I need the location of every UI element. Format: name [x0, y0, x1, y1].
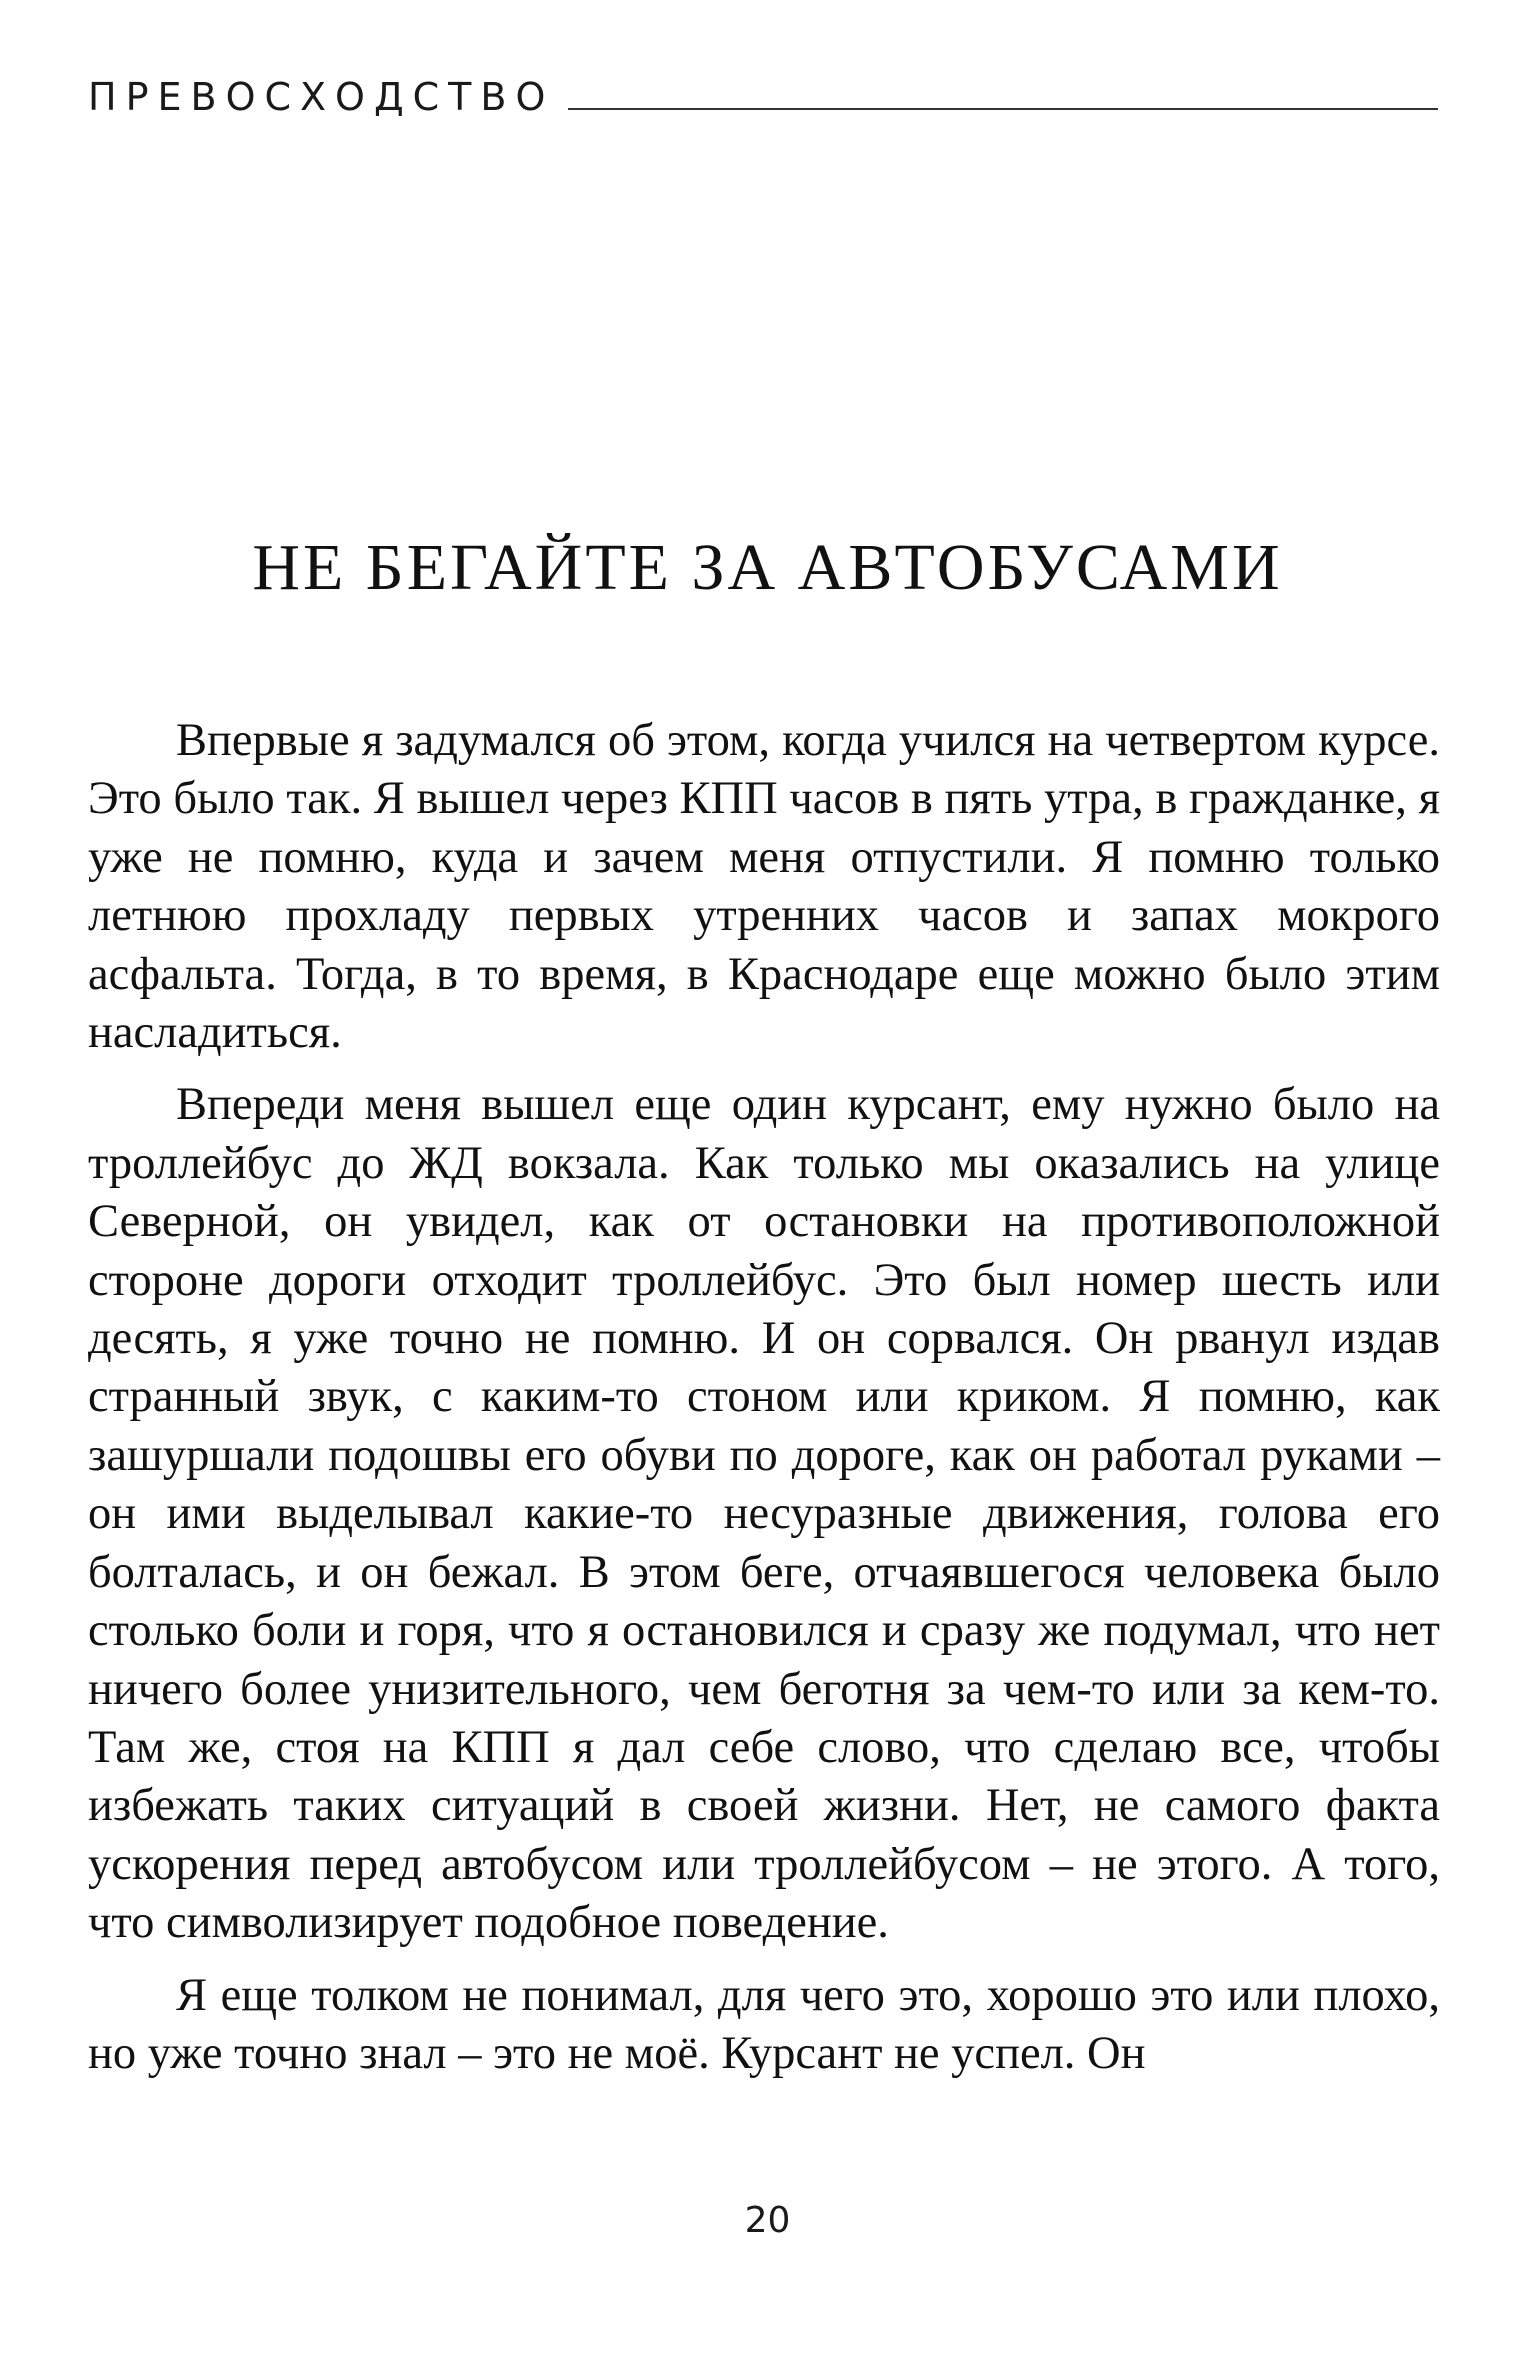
body-text: [88, 712, 1440, 2083]
running-title: ПРЕВОСХОДСТВО: [88, 75, 555, 119]
paragraph: Я еще толком не понимал, для чего это, хорошо это или плохо, но уже точно знал – это не моё. Курсант не успел. Он: [88, 1969, 1440, 2079]
page-number: 20: [744, 2200, 791, 2241]
header-rule: [568, 108, 1438, 110]
paragraph: Впервые я задумался об этом, когда учился на четвертом курсе. Это было так. Я вышел через КПП часов в пять утра, в гражданке, я уже не помню, куда и зачем меня отпустили. Я помню только летнюю прохладу первых утренних часов и запах мокрого асфальта. Тогда, в то время, в Краснодаре еще можно было этим насладиться.: [88, 715, 1440, 1059]
running-header: [88, 75, 1438, 119]
paragraph: Впереди меня вышел еще один курсант, ему нужно было на троллейбус до ЖД вокзала. Как только мы оказались на улице Северной, он увидел, как от остановки на противоположной стороне дороги отходит троллейбус. Это был номер шесть или десять, я уже точно не помню. И он сорвался. Он рванул издав странный звук, с каким-то стоном или криком. Я помню, как зашуршали подошвы его обуви по дороге, как он работал руками – он ими выделывал какие-то несуразные движения, голова его болталась, и он бежал. В этом беге, отчаявшегося человека было столько боли и горя, что я остановился и сразу же подумал, что нет ничего более унизительного, чем беготня за чем-то или за кем-то. Там же, стоя на КПП я дал себе слово, что сделаю все, чтобы избежать таких ситуаций в своей жизни. Нет, не самого факта ускорения перед автобусом или троллейбусом – не этого. А того, что символизирует подобное поведение.: [88, 1079, 1440, 1949]
chapter-title: НЕ БЕГАЙТЕ ЗА АВТОБУСАМИ: [252, 531, 1283, 604]
